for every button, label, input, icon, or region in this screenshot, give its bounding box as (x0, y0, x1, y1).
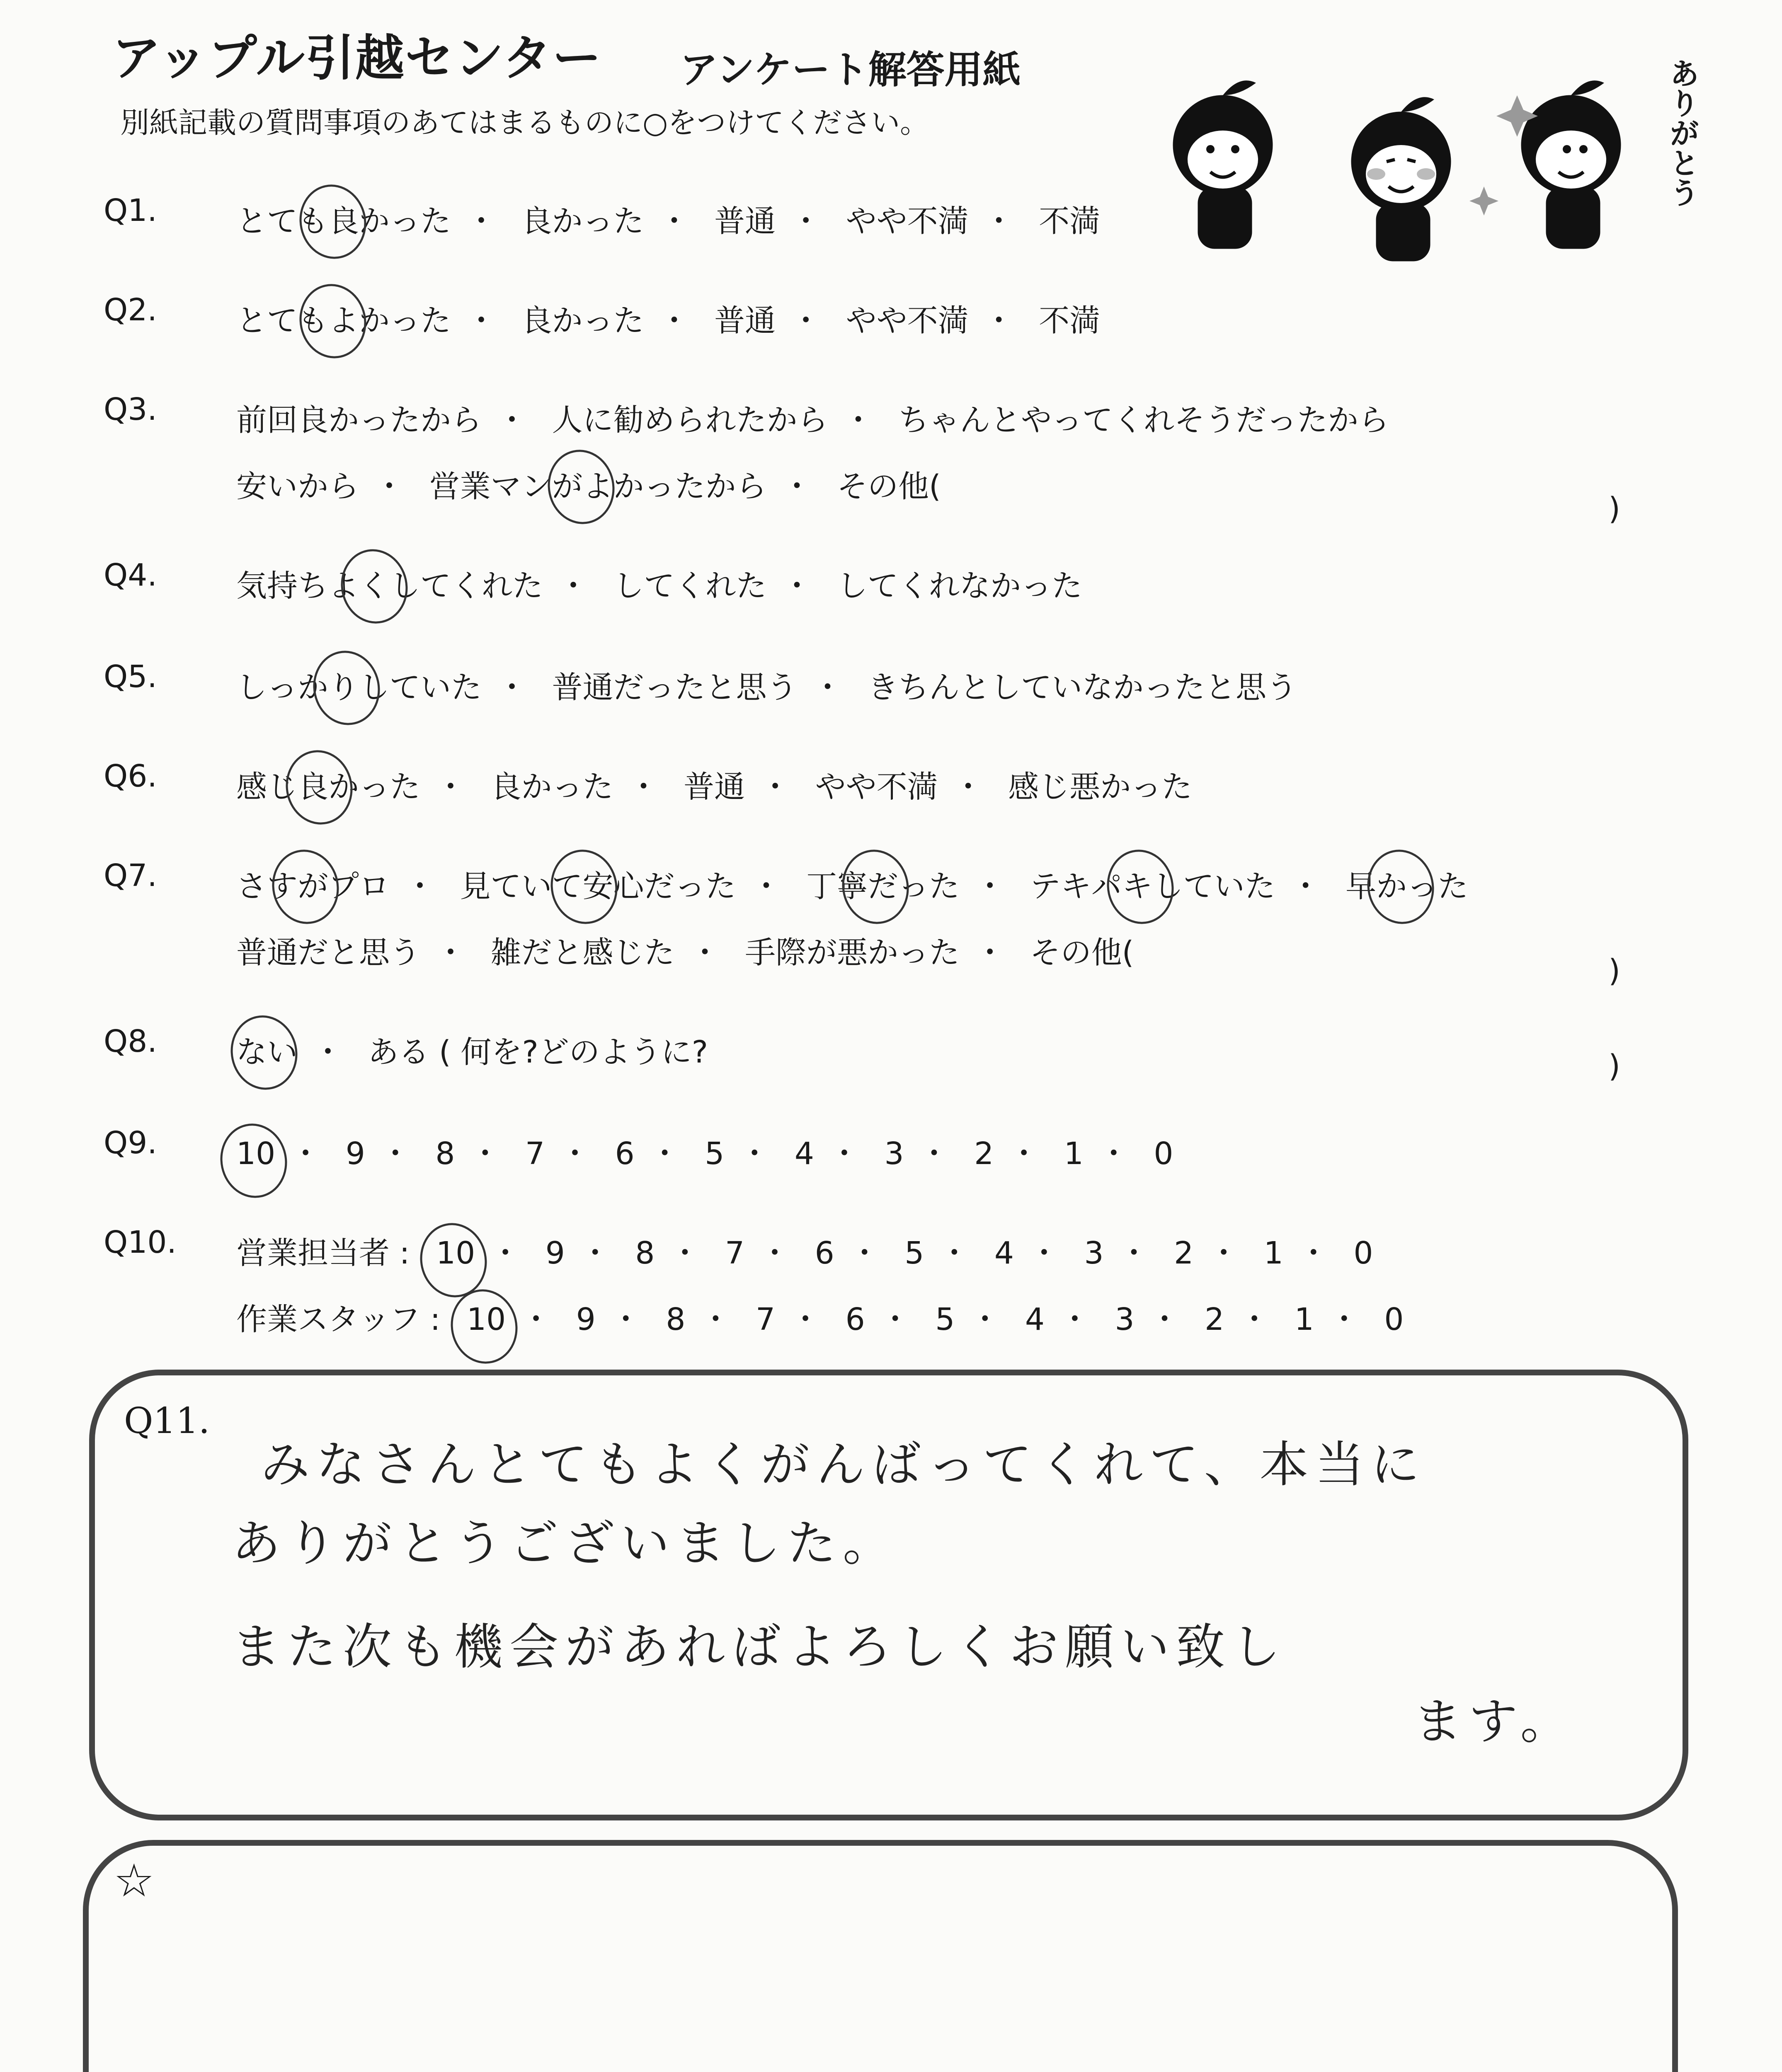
score-option[interactable]: 0 (1384, 1302, 1404, 1337)
option[interactable]: 人に勧められたから (552, 402, 828, 438)
close-paren: ) (1608, 953, 1620, 989)
option[interactable]: ある ( 何を?どのように? (368, 1034, 708, 1070)
question-6: Q6. 感じ良かった ・ 良かった ・ 普通 ・ やや不満 ・ 感じ悪かった (0, 758, 1782, 804)
option[interactable]: 雑だと感じた (490, 935, 675, 971)
option[interactable]: 良かった (521, 303, 644, 339)
option[interactable]: 良かった (490, 769, 613, 805)
option[interactable]: ちゃんとやってくれそうだったから (898, 402, 1389, 438)
comment-line: また次も機会があればよろしくお願い致し (232, 1618, 1287, 1675)
q11-comment-box[interactable] (89, 1370, 1688, 1820)
option[interactable]: その他( (837, 469, 941, 504)
question-number: Q2. (104, 292, 157, 328)
close-paren: ) (1608, 491, 1620, 527)
score-option[interactable]: 4 (794, 1136, 814, 1172)
question-1: Q1. とても良かった ・ 良かった ・ 普通 ・ やや不満 ・ 不満 (0, 193, 1782, 238)
question-number: Q10. (104, 1225, 177, 1260)
mascot-thanks-text: ありがとう (1665, 58, 1700, 207)
option[interactable]: 気持ちよくしてくれた (236, 562, 543, 605)
score-option[interactable]: 7 (755, 1302, 776, 1337)
score-option[interactable]: 3 (884, 1136, 904, 1172)
score-option[interactable]: 4 (1025, 1302, 1045, 1337)
score-option[interactable]: 4 (994, 1235, 1014, 1271)
option[interactable]: とても良かった (236, 197, 451, 241)
question-number: Q8. (104, 1024, 157, 1059)
option[interactable]: 安いから (236, 469, 359, 504)
question-number: Q9. (104, 1125, 157, 1161)
score-option[interactable]: 6 (815, 1235, 834, 1271)
score-option[interactable]: 2 (1205, 1302, 1224, 1337)
score-option[interactable]: 5 (935, 1302, 955, 1337)
question-5: Q5. しっかりしていた ・ 普通だったと思う ・ きちんとしていなかったと思う (0, 659, 1782, 704)
question-10: Q10. 営業担当者 : 10 ・ 9 ・ 8 ・ 7 ・ 6 ・ 5 ・ 4 ・ 3 ・ 2 ・ 1 ・ 0 作業スタッフ : 10 ・ 9 ・ 8 ・ 7 ・ 6 ・ 5 ・ 4 ・ 3 ・ 2 ・ 1 ・ 0 (0, 1225, 1782, 1361)
score-option[interactable]: 5 (705, 1136, 725, 1172)
score-option[interactable]: 5 (904, 1235, 924, 1271)
score-option[interactable]: 9 (545, 1235, 565, 1271)
option[interactable]: してくれた (613, 568, 767, 604)
option[interactable]: 感じ良かった (236, 762, 420, 806)
question-number: Q6. (104, 758, 157, 794)
option[interactable]: やや不満 (846, 203, 969, 239)
close-paren: ) (1608, 1048, 1620, 1084)
option[interactable]: ない (236, 1028, 298, 1072)
question-7: Q7. さすがプロ ・ 見ていて安心だった ・ 丁寧だった ・ テキパキしていた ・ 早かった 普通だと思う ・ 雑だと感じた ・ 手際が悪かった ・ その他( ) (104, 858, 1620, 989)
rating-row-label: 作業スタッフ : (236, 1302, 441, 1337)
score-option[interactable]: 0 (1154, 1136, 1173, 1172)
option[interactable]: 丁寧だった (806, 862, 960, 906)
survey-subtitle: アンケート解答用紙 (680, 48, 1021, 92)
score-option[interactable]: 8 (435, 1136, 455, 1172)
score-option[interactable]: 10 (467, 1302, 506, 1337)
option[interactable]: 普通 (684, 769, 745, 805)
comment-line: ます。 (1413, 1693, 1576, 1750)
score-option[interactable]: 1 (1064, 1136, 1084, 1172)
option[interactable]: 前回良かったから (236, 402, 482, 438)
question-4: Q4. 気持ちよくしてくれた ・ してくれた ・ してくれなかった (0, 557, 1782, 603)
question-number: Q5. (104, 659, 157, 695)
question-number: Q7. (104, 858, 157, 893)
option[interactable]: さすがプロ (236, 862, 390, 906)
option[interactable]: 手際が悪かった (745, 935, 960, 971)
option[interactable]: テキパキしていた (1030, 862, 1275, 906)
question-number: Q4. (104, 557, 157, 593)
star-comment-box[interactable] (83, 1840, 1678, 2072)
option[interactable]: 営業マンがよかったから (429, 462, 767, 506)
question-number: Q3. (104, 392, 157, 427)
option[interactable]: 不満 (1039, 303, 1101, 339)
option[interactable]: 普通だったと思う (552, 670, 798, 705)
score-option[interactable]: 6 (845, 1302, 865, 1337)
comment-line: みなさんとてもよくがんばってくれて、本当に (261, 1436, 1426, 1493)
question-3: Q3. 前回良かったから ・ 人に勧められたから ・ ちゃんとやってくれそうだったから 安いから ・ 営業マンがよかったから ・ その他( ) (104, 392, 1620, 527)
score-option[interactable]: 9 (576, 1302, 596, 1337)
score-option[interactable]: 8 (635, 1235, 655, 1271)
score-option[interactable]: 3 (1115, 1302, 1135, 1337)
option[interactable]: 不満 (1039, 203, 1101, 239)
score-option[interactable]: 9 (345, 1136, 365, 1172)
option[interactable]: 早かった (1346, 862, 1468, 906)
score-option[interactable]: 10 (436, 1235, 475, 1271)
option[interactable]: やや不満 (815, 769, 938, 805)
option[interactable]: 良かった (521, 203, 644, 239)
question-2: Q2. とてもよかった ・ 良かった ・ 普通 ・ やや不満 ・ 不満 (0, 292, 1782, 338)
option[interactable]: 普通 (714, 203, 776, 239)
option[interactable]: きちんとしていなかったと思う (868, 670, 1297, 705)
option[interactable]: とてもよかった (236, 296, 451, 340)
option[interactable]: しっかりしていた (236, 663, 482, 707)
score-option[interactable]: 8 (666, 1302, 686, 1337)
score-option[interactable]: 0 (1353, 1235, 1373, 1271)
score-option[interactable]: 10 (236, 1136, 276, 1172)
survey-title: アップル引越センター (112, 29, 602, 87)
question-9: Q9. 10 ・ 9 ・ 8 ・ 7 ・ 6 ・ 5 ・ 4 ・ 3 ・ 2 ・ 1 ・ 0 (104, 1125, 1173, 1172)
instruction-text: 別紙記載の質問事項のあてはまるものに○をつけてください。 (120, 106, 929, 140)
option[interactable]: 感じ悪かった (1008, 769, 1193, 805)
score-option[interactable]: 6 (615, 1136, 635, 1172)
score-option[interactable]: 1 (1294, 1302, 1314, 1337)
option[interactable]: 普通だと思う (236, 935, 420, 971)
score-option[interactable]: 7 (525, 1136, 545, 1172)
question-number: Q1. (104, 193, 157, 228)
comment-line: ありがとうございました。 (232, 1515, 899, 1572)
score-option[interactable]: 1 (1263, 1235, 1283, 1271)
option[interactable]: してくれなかった (837, 568, 1083, 604)
option[interactable]: 普通 (714, 303, 776, 339)
rating-row-label: 営業担当者 : (236, 1235, 410, 1271)
q11-label: Q11. (124, 1400, 210, 1442)
option[interactable]: 見ていて安心だった (460, 862, 736, 906)
option[interactable]: やや不満 (846, 303, 969, 339)
score-option[interactable]: 2 (1174, 1235, 1194, 1271)
option[interactable]: その他( (1030, 935, 1134, 971)
score-option[interactable]: 7 (725, 1235, 745, 1271)
score-option[interactable]: 3 (1084, 1235, 1104, 1271)
score-option[interactable]: 2 (974, 1136, 994, 1172)
star-icon: ☆ (114, 1854, 155, 1907)
question-8: Q8. ない ・ ある ( 何を?どのように? ) (104, 1024, 1620, 1084)
